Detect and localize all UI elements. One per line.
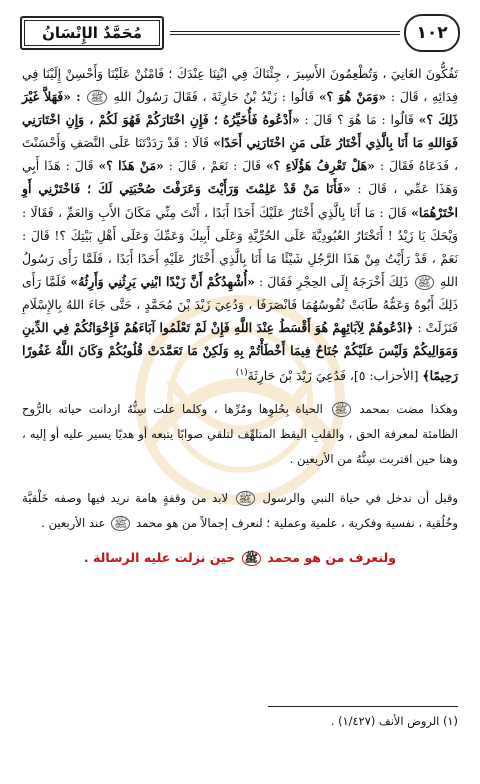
honorific-icon: ﷺ xyxy=(242,551,261,566)
text-run: الحياة بِحُلوِها ومُرِّها ، وكلما علت سِنُّهُ ازدانت حياته بالرُّوح الظامئة لمعرفة الحق ، والقلبِ اليقظ المتلهِّف لتلقي صوابًا يتبعه أو هديًا يسير عليه أو إليه ، وهنا حين اقتربت سِنُّهُ من الأربعين . xyxy=(22,402,458,467)
prophet-quote: «أَدْعُوهُ فَأُخَيِّرُهُ ؛ فَإِنِ اخْتَارَكُمْ فَهُوَ لَكُمْ ، وَإِنِ اخْتَارَنِي فَوَاللهِ مَا أَنَا بِالَّذِي أَخْتَارُ عَلَى مَنِ اخْتَارَنِي أَحَدًا» xyxy=(22,112,458,151)
footnote-marker: (١) xyxy=(235,368,248,379)
page-header xyxy=(20,14,460,50)
text-run: ذَلِكَ أَخْرَجَهُ إِلَى الحِجْرِ فَقَالَ : xyxy=(258,273,409,289)
narrative-paragraph xyxy=(22,62,458,387)
heading-text: حين نزلت عليه الرسالة . xyxy=(83,550,236,566)
honorific-icon: ﷺ xyxy=(111,516,130,531)
text-run: قَالَا : قَدْ رَدَدْتَنَا عَلَى النَّصَفِ وَأَحْسَنْتَ ، فَدَعَاهُ فَقَالَ : xyxy=(22,135,458,174)
text-run: وهكذا مضت بمحمد xyxy=(359,402,458,417)
honorific-icon: ﷺ xyxy=(87,90,106,105)
running-title: مُحَمَّدٌ الإِنْسَانُ xyxy=(42,24,142,42)
text-run: قَالُوا : مَا هُوَ ؟ قَالَ : xyxy=(304,112,414,128)
footnote-divider xyxy=(268,706,458,707)
text-run: قَالَ : هَذَا أَبِي وَهَذَا عَمِّي ، قَالَ : xyxy=(22,158,458,197)
prophet-quote: : «فَهَلاَّ غَيْرَ ذَلِكَ ؟» xyxy=(22,89,458,128)
prophet-quote: «وَمَنْ هُوَ ؟» xyxy=(318,89,387,105)
text-run: قَالَ : مَا أَنَا بِالَّذِي أَخْتَارُ عَلَيْكَ أَحَدًا أَبَدًا ، أَنْتَ مِنِّي مَكَانَ الأَبِ وَالعَمِّ ، فَقَالَا : وَيْحَكَ يَا زَيْدُ ! أَتَخْتَارُ العُبُودِيَّةَ عَلَى الحُرِّيَّةِ وَعَلَى أَبِيكَ وَعَمِّكَ وَعَلَى أَهْلِ بَيْتِكَ ؟! قَالَ : نَعَمْ ، قَدْ رَأَيْتُ مِنْ هَذَا الرَّجُلِ شَيْئًا مَا أَنَا بِالَّذِي أَخْتَارُ عَلَيْهِ أَحَدًا أَبَدًا ، فَلَمَّا رَأَى رَسُولُ اللهِ xyxy=(22,204,458,289)
prophet-quote: «أُشْهِدُكُمْ أَنَّ زَيْدًا ابْنِي يَرِثُنِي وَأَرِثُهُ» xyxy=(70,273,255,289)
text-run: قَالُوا : زَيْدُ بْنُ حَارِثَةَ ، فَقَالَ رَسُولُ اللهِ xyxy=(113,89,315,105)
text-run: وقبل أن ندخل في حياة النبي والرسول xyxy=(262,491,459,506)
intro-paragraph xyxy=(22,486,458,536)
verse-reference: [الأحزاب: ٥]، فَدُعِيَ زَيْدَ بْنَ حَارِثَةَ xyxy=(247,368,419,384)
honorific-icon: ﷺ xyxy=(236,491,255,506)
honorific-icon: ﷺ xyxy=(332,402,351,417)
page-number: ١٠٢ xyxy=(404,14,460,52)
text-run: قَالَ : نَعَمْ ، قَالَ : xyxy=(168,158,261,174)
prophet-quote: «مَنْ هَذَا ؟» xyxy=(98,158,164,174)
honorific-icon: ﷺ xyxy=(415,275,434,290)
section-heading xyxy=(22,550,458,566)
text-run: عند الأربعين . xyxy=(41,516,106,531)
heading-text: ولنعرف من هو محمد xyxy=(267,550,397,566)
running-title-box xyxy=(20,16,164,50)
header-divider xyxy=(170,31,400,35)
text-run: تَفُكُّونَ العَانِيَ ، وَتُطْعِمُونَ الأَسِيرَ ، جِئْنَاكَ فِي ابْنِنَا عِنْدَكَ ؛ فَامْنُنْ عَلَيْنَا وَأَحْسِنْ إِلَيْنَا فِي فِدَائِهِ ، قَالَ : xyxy=(22,66,458,105)
summary-paragraph xyxy=(22,397,458,472)
footnote: (١) الروض الأنف (١/٤٢٧) . xyxy=(330,714,458,728)
prophet-quote: «هَلْ تَعْرِفُ هَؤُلَاءِ ؟» xyxy=(265,158,375,174)
text-run: لابد من وقفةٍ هامة نريد فيها وصفه خَلْقيَّة وخُلُقية ، نفسية وفكرية ، علمية وعملية ؛ لنعرف إجمالاً من هو محمد xyxy=(22,491,458,531)
prophet-quote: «فَأَنَا مَنْ قَدْ عَلِمْتَ وَرَأَيْتَ وَعَرَفْتَ صُحْبَتِي لَكَ ؛ فَاخْتَرْنِي أَوِ اخْتَرْهُمَا» xyxy=(22,181,458,220)
text-run: فَلَمَّا رَأَى ذَلِكَ أَبُوهُ وَعَمُّهُ طَابَتْ نُفُوسُهُمَا فَانْصَرَفَا ، وَدُعِيَ زَيْدَ بْنَ مُحَمَّدٍ ، حَتَّى جَاءَ اللهُ بِالإِسْلَامِ فَنَزَلَتْ : xyxy=(22,273,458,336)
quran-verse: ﴿ادْعُوهُمْ لِآبَائِهِمْ هُوَ أَقْسَطُ عِنْدَ اللَّهِ فَإِنْ لَمْ تَعْلَمُوا آبَاءَهُمْ فَإِخْوَانُكُمْ فِي الدِّينِ وَمَوَالِيكُمْ وَلَيْسَ عَلَيْكُمْ جُنَاحٌ فِيمَا أَخْطَأْتُمْ بِهِ وَلَكِنْ مَا تَعَمَّدَتْ قُلُوبُكُمْ وَكَانَ اللَّهُ غَفُورًا رَحِيمًا﴾ xyxy=(22,320,458,384)
main-text xyxy=(22,62,458,579)
